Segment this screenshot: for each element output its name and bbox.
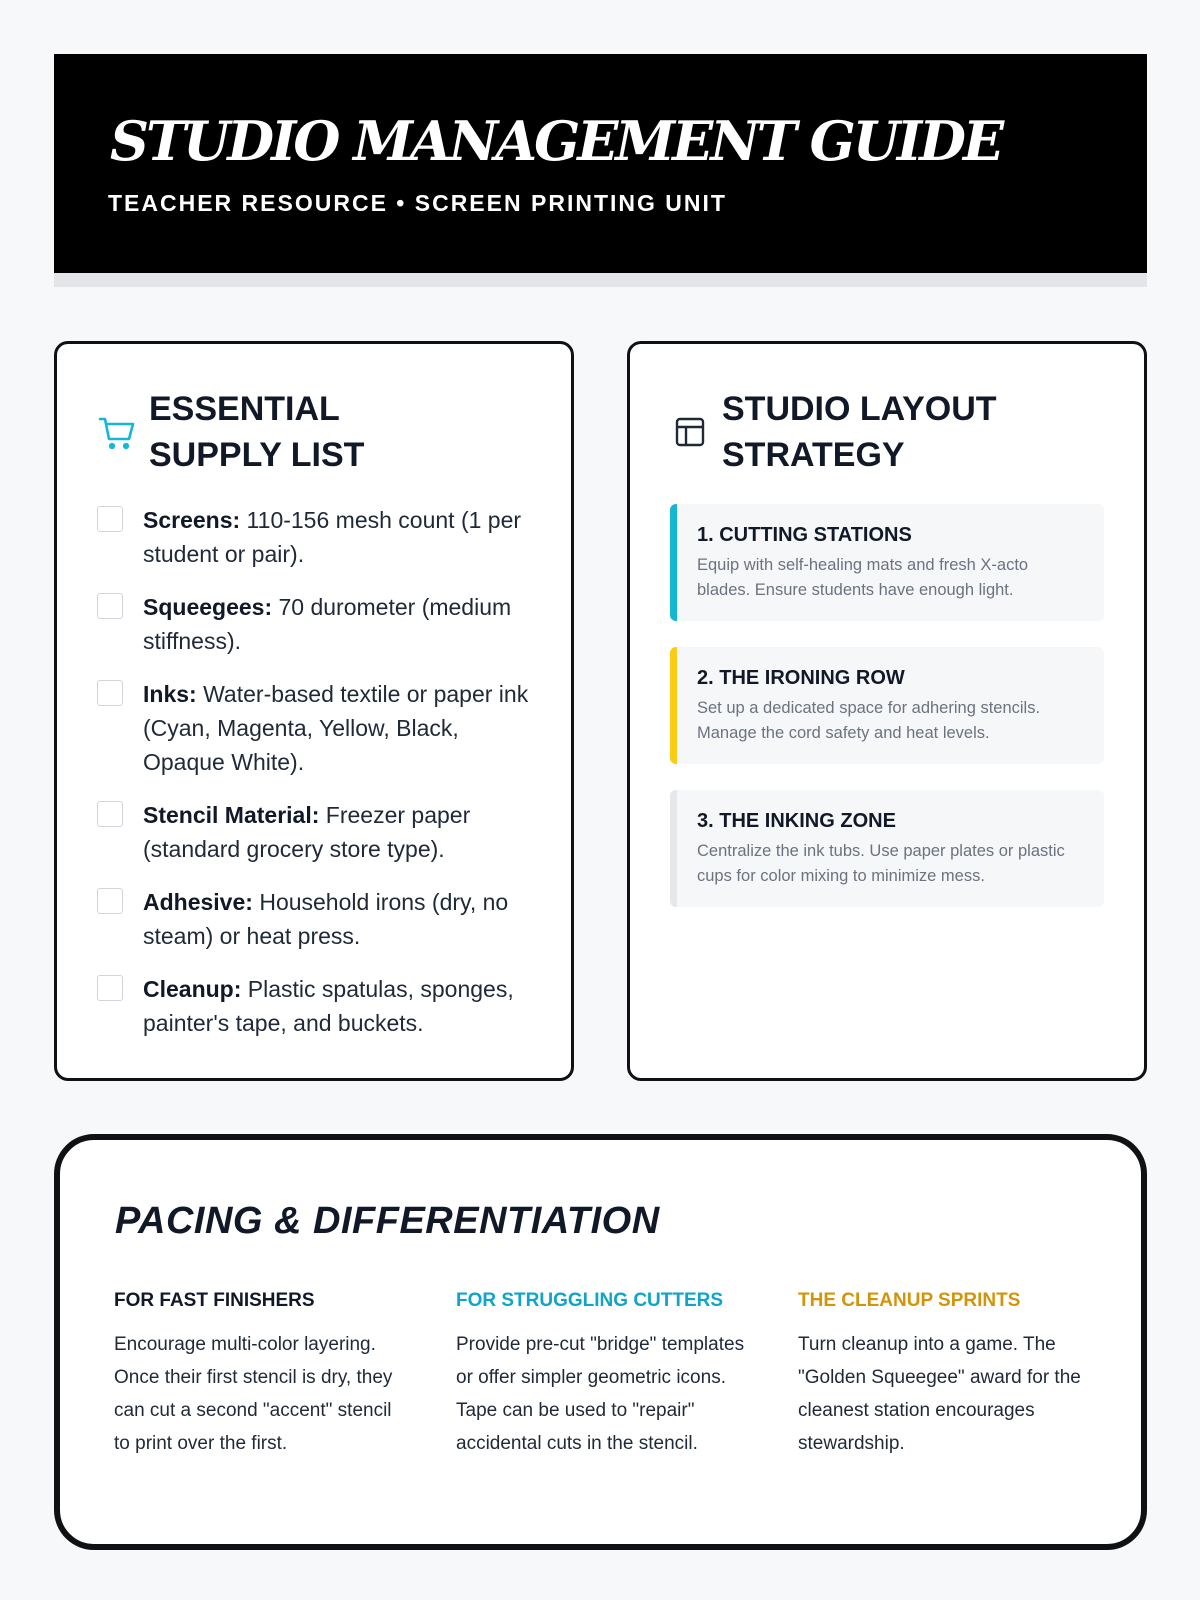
header-banner	[54, 54, 1147, 273]
supply-checklist	[97, 503, 537, 1059]
strategy-title: 3. THE INKING ZONE	[697, 810, 896, 832]
layout-icon	[670, 412, 710, 452]
supply-checkbox[interactable]	[97, 975, 123, 1001]
header-shadow	[54, 273, 1147, 287]
pacing-title: PACING & DIFFERENTIATION	[115, 1200, 660, 1242]
supply-list-header	[97, 386, 469, 478]
supply-item-label: Cleanup:	[143, 976, 242, 1002]
supply-item-text: 70 durometer (medium stiffness).	[143, 594, 512, 654]
supply-item	[97, 885, 537, 953]
supply-checkbox[interactable]	[97, 593, 123, 619]
strategy-inking-zone	[670, 790, 1104, 907]
supply-item	[97, 503, 537, 571]
pacing-column-title: FOR FAST FINISHERS	[114, 1290, 315, 1311]
pacing-column-fast-finishers	[114, 1290, 404, 1460]
supply-checkbox[interactable]	[97, 888, 123, 914]
strategy-title: 1. CUTTING STATIONS	[697, 524, 912, 546]
pacing-column-title: THE CLEANUP SPRINTS	[798, 1290, 1021, 1311]
supply-item	[97, 590, 537, 658]
strategy-text: Centralize the ink tubs. Use paper plates or plastic cups for color mixing to minimize mess.	[697, 842, 1065, 885]
supply-item-text: Plastic spatulas, sponges, painter's tape, and buckets.	[143, 976, 514, 1036]
layout-strategy-title: STUDIO LAYOUT STRATEGY	[722, 390, 997, 474]
pacing-column-text: Provide pre-cut "bridge" templates or offer simpler geometric icons. Tape can be used to "repair" accidental cuts in the stencil.	[456, 1334, 745, 1454]
supply-item-text: Water-based textile or paper ink (Cyan, Magenta, Yellow, Black, Opaque White).	[143, 681, 529, 775]
supply-checkbox[interactable]	[97, 680, 123, 706]
page-subtitle: TEACHER RESOURCE • SCREEN PRINTING UNIT	[108, 190, 727, 216]
supply-item-text: Household irons (dry, no steam) or heat press.	[143, 889, 509, 949]
pacing-card	[54, 1134, 1147, 1550]
strategy-ironing-row	[670, 647, 1104, 764]
supply-item-label: Adhesive:	[143, 889, 253, 915]
shopping-cart-icon	[97, 412, 137, 452]
supply-item	[97, 972, 537, 1040]
supply-item	[97, 677, 537, 779]
pacing-column-text: Turn cleanup into a game. The "Golden Squeegee" award for the cleanest station encourages stewardship.	[798, 1334, 1081, 1454]
pacing-column-text: Encourage multi-color layering. Once their first stencil is dry, they can cut a second "accent" stencil to print over the first.	[114, 1334, 393, 1454]
pacing-column-struggling-cutters	[456, 1290, 746, 1460]
strategy-text: Set up a dedicated space for adhering stencils. Manage the cord safety and heat levels.	[697, 699, 1041, 742]
supply-item-text: Freezer paper (standard grocery store type).	[143, 802, 471, 862]
pacing-column-cleanup-sprints	[798, 1290, 1088, 1460]
strategy-cutting-stations	[670, 504, 1104, 621]
page-title: STUDIO MANAGEMENT GUIDE	[110, 109, 1002, 173]
strategy-text: Equip with self-healing mats and fresh X-acto blades. Ensure students have enough light.	[697, 556, 1029, 599]
supply-item	[97, 798, 537, 866]
supply-checkbox[interactable]	[97, 801, 123, 827]
supply-list-card	[54, 341, 574, 1081]
supply-item-label: Screens:	[143, 507, 241, 533]
supply-checkbox[interactable]	[97, 506, 123, 532]
layout-strategy-header	[670, 386, 1042, 478]
supply-item-label: Squeegees:	[143, 594, 273, 620]
supply-item-label: Stencil Material:	[143, 802, 320, 828]
supply-list-title: ESSENTIAL SUPPLY LIST	[149, 390, 365, 474]
pacing-column-title: FOR STRUGGLING CUTTERS	[456, 1290, 724, 1311]
layout-strategy-card	[627, 341, 1147, 1081]
supply-item-label: Inks:	[143, 681, 197, 707]
supply-item-text: 110-156 mesh count (1 per student or pair).	[143, 507, 522, 567]
strategy-title: 2. THE IRONING ROW	[697, 667, 905, 689]
